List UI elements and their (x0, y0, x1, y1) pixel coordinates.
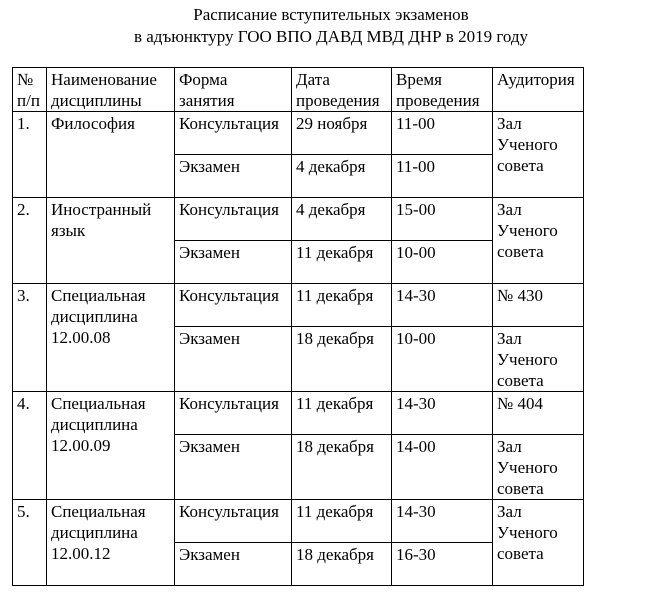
header-num: № п/п (13, 68, 47, 112)
session-form: Консультация (175, 392, 292, 435)
session-form: Экзамен (175, 543, 292, 586)
row-number: 2. (13, 198, 47, 284)
room: № 404 (493, 392, 584, 435)
header-date: Дата проведения (292, 68, 392, 112)
session-date: 18 декабря (292, 327, 392, 392)
session-date: 4 декабря (292, 198, 392, 241)
session-form: Консультация (175, 112, 292, 155)
session-time: 10-00 (392, 327, 493, 392)
document-title (0, 4, 662, 48)
session-date: 18 декабря (292, 435, 392, 500)
session-date: 4 декабря (292, 155, 392, 198)
table-row (13, 392, 584, 435)
discipline-name: Философия (47, 112, 175, 198)
session-form: Консультация (175, 198, 292, 241)
session-time: 15-00 (392, 198, 493, 241)
session-time: 11-00 (392, 112, 493, 155)
session-time: 16-30 (392, 543, 493, 586)
discipline-name: Иностранный язык (47, 198, 175, 284)
row-number: 1. (13, 112, 47, 198)
title-line-2: в адъюнктуру ГОО ВПО ДАВД МВД ДНР в 2019 году (133, 27, 529, 46)
exam-schedule-table (12, 67, 584, 586)
table-header-row (13, 68, 584, 112)
discipline-name: Специальная дисциплина 12.00.09 (47, 392, 175, 500)
table-row (13, 112, 584, 155)
session-time: 14-30 (392, 284, 493, 327)
room: № 430 (493, 284, 584, 327)
session-date: 11 декабря (292, 500, 392, 543)
session-form: Экзамен (175, 435, 292, 500)
session-form: Экзамен (175, 327, 292, 392)
title-line-1: Расписание вступительных экзаменов (193, 5, 469, 24)
room: Зал Ученого совета (493, 435, 584, 500)
row-number: 4. (13, 392, 47, 500)
session-form: Консультация (175, 284, 292, 327)
session-time: 11-00 (392, 155, 493, 198)
room: Зал Ученого совета (493, 198, 584, 284)
session-date: 11 декабря (292, 392, 392, 435)
session-form: Экзамен (175, 241, 292, 284)
session-time: 14-30 (392, 392, 493, 435)
header-time: Время проведения (392, 68, 493, 112)
room: Зал Ученого совета (493, 327, 584, 392)
header-discipline: Наименование дисциплины (47, 68, 175, 112)
discipline-name: Специальная дисциплина 12.00.12 (47, 500, 175, 586)
table-row (13, 284, 584, 327)
header-room: Аудитория (493, 68, 584, 112)
session-date: 11 декабря (292, 241, 392, 284)
session-time: 14-00 (392, 435, 493, 500)
session-form: Консультация (175, 500, 292, 543)
table-row (13, 500, 584, 543)
session-time: 10-00 (392, 241, 493, 284)
discipline-name: Специальная дисциплина 12.00.08 (47, 284, 175, 392)
header-form: Форма занятия (175, 68, 292, 112)
session-form: Экзамен (175, 155, 292, 198)
session-time: 14-30 (392, 500, 493, 543)
table-row (13, 198, 584, 241)
session-date: 18 декабря (292, 543, 392, 586)
room: Зал Ученого совета (493, 112, 584, 198)
session-date: 29 ноября (292, 112, 392, 155)
session-date: 11 декабря (292, 284, 392, 327)
row-number: 3. (13, 284, 47, 392)
room: Зал Ученого совета (493, 500, 584, 586)
row-number: 5. (13, 500, 47, 586)
